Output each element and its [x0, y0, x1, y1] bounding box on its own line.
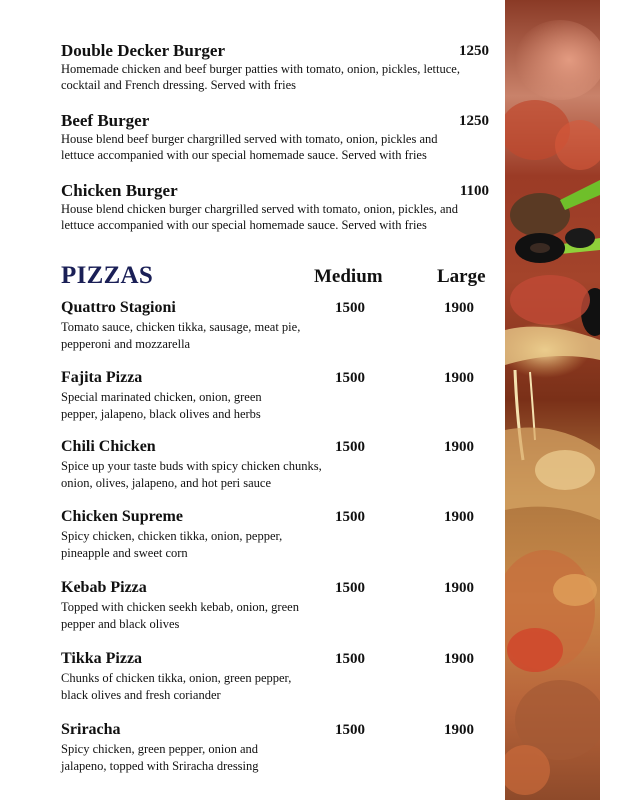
price-medium: 1500 — [335, 651, 365, 667]
item-price: 1250 — [459, 43, 489, 59]
price-large: 1900 — [444, 651, 474, 667]
pizza-photo — [505, 0, 600, 800]
item-description: Spicy chicken, green pepper, onion and jalapeno, topped with Sriracha dressing — [61, 742, 259, 773]
item-name: Quattro Stagioni — [61, 299, 176, 316]
pizza-item — [61, 720, 491, 780]
item-description: Spicy chicken, chicken tikka, onion, pepper, pineapple and sweet corn — [61, 529, 283, 560]
menu-item — [61, 110, 491, 162]
item-description: Topped with chicken seekh kebab, onion, green pepper and black olives — [61, 600, 299, 631]
item-name: Tikka Pizza — [61, 650, 143, 667]
price-medium: 1500 — [335, 509, 365, 525]
item-name: Double Decker Burger — [61, 41, 225, 60]
item-name: Sriracha — [61, 721, 121, 738]
pizza-item — [61, 649, 491, 709]
item-description: House blend chicken burger chargrilled served with tomato, onion, pickles, and lettuce accompanied with our special homemade sauce. Served with fries — [61, 202, 459, 232]
price-medium: 1500 — [335, 580, 365, 596]
item-description: Spice up your taste buds with spicy chicken chunks, onion, olives, jalapeno, and hot peri sauce — [61, 459, 322, 490]
price-medium: 1500 — [335, 370, 365, 386]
pizza-item — [61, 437, 491, 497]
price-large: 1900 — [444, 722, 474, 738]
item-name: Chicken Supreme — [61, 508, 183, 525]
item-name: Fajita Pizza — [61, 369, 143, 386]
item-description: Tomato sauce, chicken tikka, sausage, meat pie, pepperoni and mozzarella — [61, 320, 301, 351]
menu-item — [61, 40, 491, 92]
price-large: 1900 — [444, 370, 474, 386]
pizza-item — [61, 507, 491, 567]
pizza-item — [61, 298, 491, 358]
price-large: 1900 — [444, 509, 474, 525]
price-large: 1900 — [444, 580, 474, 596]
column-header-medium: Medium — [314, 266, 383, 287]
item-name: Chili Chicken — [61, 438, 156, 455]
page-margin — [600, 0, 638, 800]
item-name: Chicken Burger — [61, 181, 178, 200]
item-name: Kebab Pizza — [61, 579, 147, 596]
price-medium: 1500 — [335, 722, 365, 738]
pizza-item — [61, 368, 491, 428]
item-description: Chunks of chicken tikka, onion, green pepper, black olives and fresh coriander — [61, 671, 292, 702]
price-large: 1900 — [444, 439, 474, 455]
price-medium: 1500 — [335, 300, 365, 316]
item-description: House blend beef burger chargrilled served with tomato, onion, pickles and lettuce accompanied with our special homemade sauce. Served with fries — [61, 132, 438, 162]
item-name: Beef Burger — [61, 111, 150, 130]
menu-item — [61, 180, 491, 232]
column-header-large: Large — [437, 266, 486, 287]
pizza-item — [61, 578, 491, 638]
price-medium: 1500 — [335, 439, 365, 455]
item-description: Homemade chicken and beef burger patties with tomato, onion, pickles, lettuce, cocktail and French dressing. Served with fries — [61, 62, 460, 92]
item-price: 1100 — [459, 183, 489, 199]
section-title: PIZZAS — [61, 262, 154, 289]
price-large: 1900 — [444, 300, 474, 316]
item-description: Special marinated chicken, onion, green pepper, jalapeno, black olives and herbs — [61, 390, 262, 421]
item-price: 1250 — [459, 113, 489, 129]
